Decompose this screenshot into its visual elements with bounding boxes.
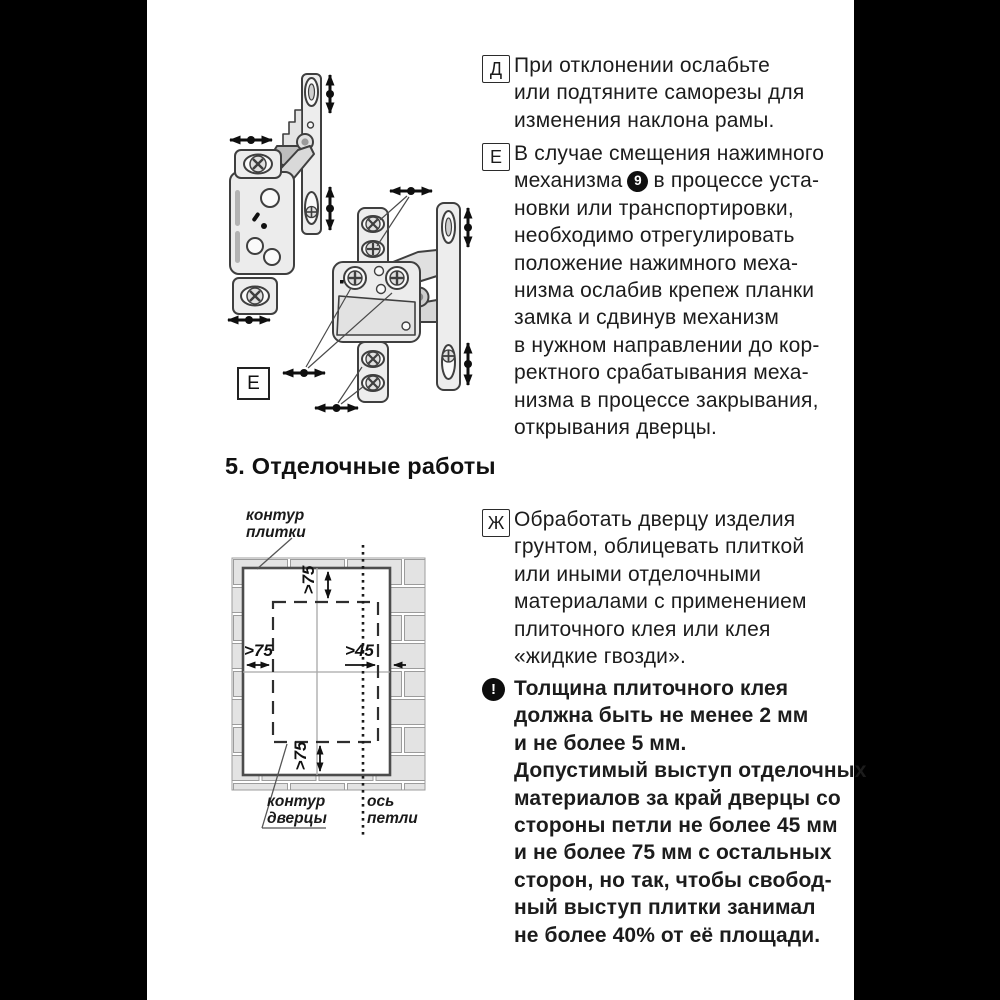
section-e-text <box>514 140 864 441</box>
text-segment: в процессе уста- <box>653 169 820 193</box>
door-contour-label: контур дверцы <box>267 793 327 827</box>
text-line: или иными отделочными <box>514 562 762 586</box>
text-line: и не более 5 мм. <box>514 731 687 755</box>
text-line: или подтяните саморезы для <box>514 81 805 105</box>
part-number-badge-9: 9 <box>627 171 648 192</box>
warning-icon: ! <box>482 678 505 701</box>
text-line: В случае смещения нажимного <box>514 142 825 165</box>
text-line: низма в процессе закрывания, <box>514 388 819 412</box>
text-line: не более 40% от её площади. <box>514 923 821 947</box>
step-badge-d: Д <box>482 55 510 83</box>
text-line: положение нажимного меха- <box>514 251 799 275</box>
text-line: в нужном направлении до кор- <box>514 333 820 357</box>
text-line: ректного срабатывания меха- <box>514 361 809 385</box>
section-zh-text <box>514 506 864 670</box>
text-segment: механизма <box>514 169 623 193</box>
section-d-text <box>514 52 864 134</box>
text-line: материалами с применением <box>514 590 807 614</box>
dimension-right: >45 <box>345 641 374 660</box>
text-line: новки или транспортировки, <box>514 196 794 220</box>
text-line: должна быть не менее 2 мм <box>514 704 809 728</box>
text-line <box>514 167 864 194</box>
text-line: низма ослабив крепеж планки <box>514 279 815 303</box>
text-line: Допустимый выступ отделочных <box>514 759 867 783</box>
text-line: Толщина плиточного клея <box>514 677 789 700</box>
dimension-top: >75 <box>299 565 318 595</box>
text-line: изменения наклона рамы. <box>514 108 775 132</box>
section-heading: 5. Отделочные работы <box>225 453 496 479</box>
dimension-left: >75 <box>244 641 273 660</box>
warning-text <box>514 675 867 949</box>
step-badge-zh: Ж <box>482 509 510 537</box>
text-line: ный выступ плитки занимал <box>514 896 816 920</box>
text-line: грунтом, облицевать плиткой <box>514 535 805 559</box>
hinge-axis-label: ось петли <box>367 793 418 827</box>
text-line: материалов за край дверцы со <box>514 786 841 810</box>
text-line: стороны петли не более 45 мм <box>514 814 838 838</box>
text-line: замка и сдвинув механизм <box>514 306 779 330</box>
text-line: плиточного клея или клея <box>514 617 771 641</box>
step-badge-e: Е <box>482 143 510 171</box>
text-line: необходимо отрегулировать <box>514 224 795 248</box>
text-line: Обработать дверцу изделия <box>514 508 796 531</box>
text-line: открывания дверцы. <box>514 416 718 440</box>
text-line: сторон, но так, чтобы свобод- <box>514 868 832 892</box>
right-hinge <box>333 203 460 402</box>
manual-page <box>147 0 867 1000</box>
dimension-bottom: >75 <box>291 741 310 771</box>
tile-contour-label: контур плитки <box>246 507 306 541</box>
text-line: «жидкие гвозди». <box>514 645 687 669</box>
diagram-step-label-e: Е <box>237 367 270 400</box>
text-line: При отклонении ослабьте <box>514 54 771 77</box>
text-line: и не более 75 мм с остальных <box>514 841 832 865</box>
left-hinge <box>230 74 321 314</box>
